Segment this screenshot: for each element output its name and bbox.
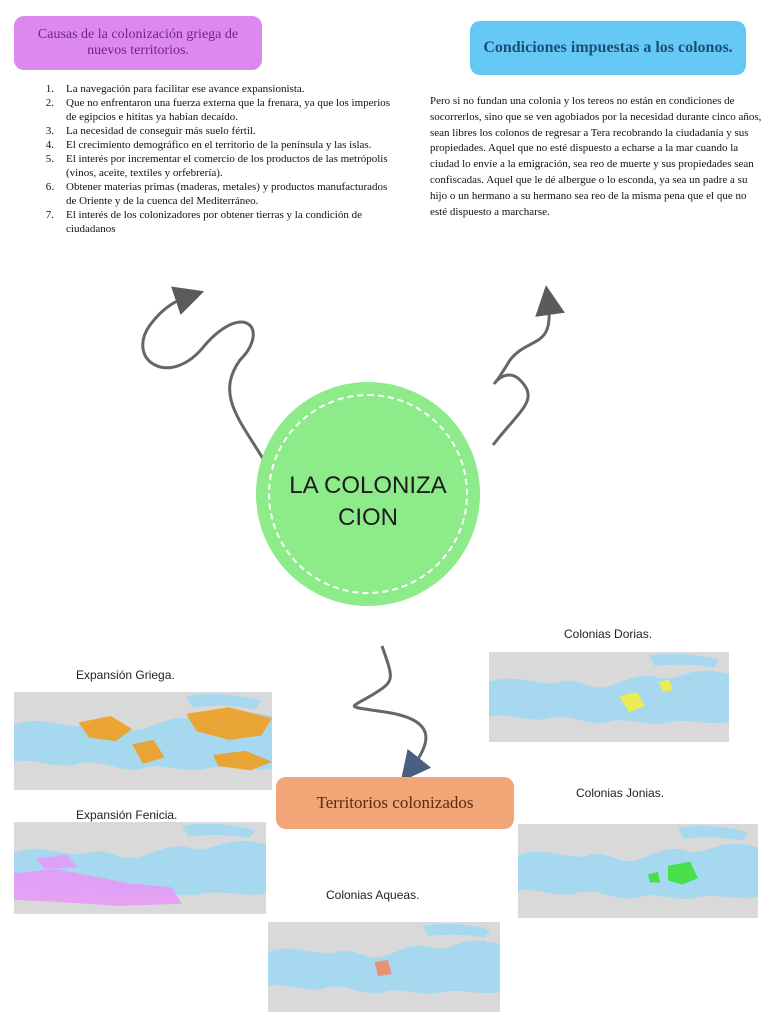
causas-header [14, 16, 262, 70]
causa-item [45, 208, 396, 236]
causa-text: El crecimiento demográfico en el territorio de la península y las islas. [66, 139, 372, 151]
arrow-to-territorios [354, 646, 426, 770]
arrow-to-condiciones [493, 300, 549, 445]
causa-item [45, 82, 396, 96]
map-colonias-dorias [489, 652, 729, 742]
territorios-header [276, 777, 514, 829]
map-colonias-jonias [518, 824, 758, 918]
causa-text: El interés de los colonizadores por obtener tierras y la condición de ciudadanos [66, 209, 362, 235]
condiciones-header [470, 21, 746, 75]
causa-text: El interés por incrementar el comercio de los productos de las metrópolis (vinos, aceite, textiles y orfebrería). [66, 153, 388, 179]
map-label-dorias: Colonias Dorias. [564, 627, 653, 641]
condiciones-title: Condiciones impuestas a los colonos. [483, 39, 733, 56]
causa-number: 4. [45, 139, 54, 151]
causa-number: 3. [45, 125, 54, 137]
causa-number: 5. [45, 153, 54, 165]
causa-number: 7. [45, 209, 54, 221]
causas-list [30, 82, 396, 236]
condiciones-text: Pero si no fundan una colonia y los tereos no están en condiciones de socorrerlos, sino que se ven agobiados por la necesidad durante cinco años, sean libres los colonos de regresar a Tera recobrando la ciudadanía y sus propiedades. Aquel que no esté dispuesto a echarse a la mar cuando la ciudad lo envíe a la emigración, sea reo de muerte y sus propiedades sean confiscadas. Aquel que le dé albergue o lo esconda, ya sea un padre a su hijo o un hermano a su hermano sea reo de la misma pena que el que no esté dispuesto a marcharse. [430, 95, 762, 218]
center-topic-circle [256, 382, 480, 606]
causa-text: La necesidad de conseguir más suelo fértil. [66, 125, 256, 137]
causa-text: Que no enfrentaron una fuerza externa que la frenara, ya que los imperios de egipcios e hititas ya habían decaído. [66, 97, 391, 123]
causa-item [45, 96, 396, 124]
causa-number: 2. [45, 97, 54, 109]
center-title: LA COLONIZACION [289, 472, 447, 531]
map-expansion-fenicia [14, 822, 266, 914]
map-label-griega: Expansión Griega. [76, 668, 175, 682]
map-colonias-aqueas [268, 922, 500, 1012]
map-label-aqueas: Colonias Aqueas. [326, 888, 420, 902]
map-label-fenicia: Expansión Fenicia. [76, 808, 178, 822]
causa-number: 1. [45, 83, 54, 95]
causas-title: Causas de la colonización griega de nuevos territorios. [37, 27, 239, 58]
territorios-title: Territorios colonizados [316, 793, 474, 812]
causa-item [45, 138, 396, 152]
causa-number: 6. [45, 181, 54, 193]
causa-item [45, 124, 396, 138]
causa-text: La navegación para facilitar ese avance expansionista. [66, 83, 305, 95]
causa-item [45, 180, 396, 208]
causa-item [45, 152, 396, 180]
causa-text: Obtener materias primas (maderas, metales) y productos manufacturados de Oriente y de la cuenca del Mediterráneo. [66, 181, 388, 207]
arrow-to-causas [143, 296, 265, 462]
map-label-jonias: Colonias Jonias. [576, 786, 665, 800]
map-expansion-griega [14, 692, 272, 790]
